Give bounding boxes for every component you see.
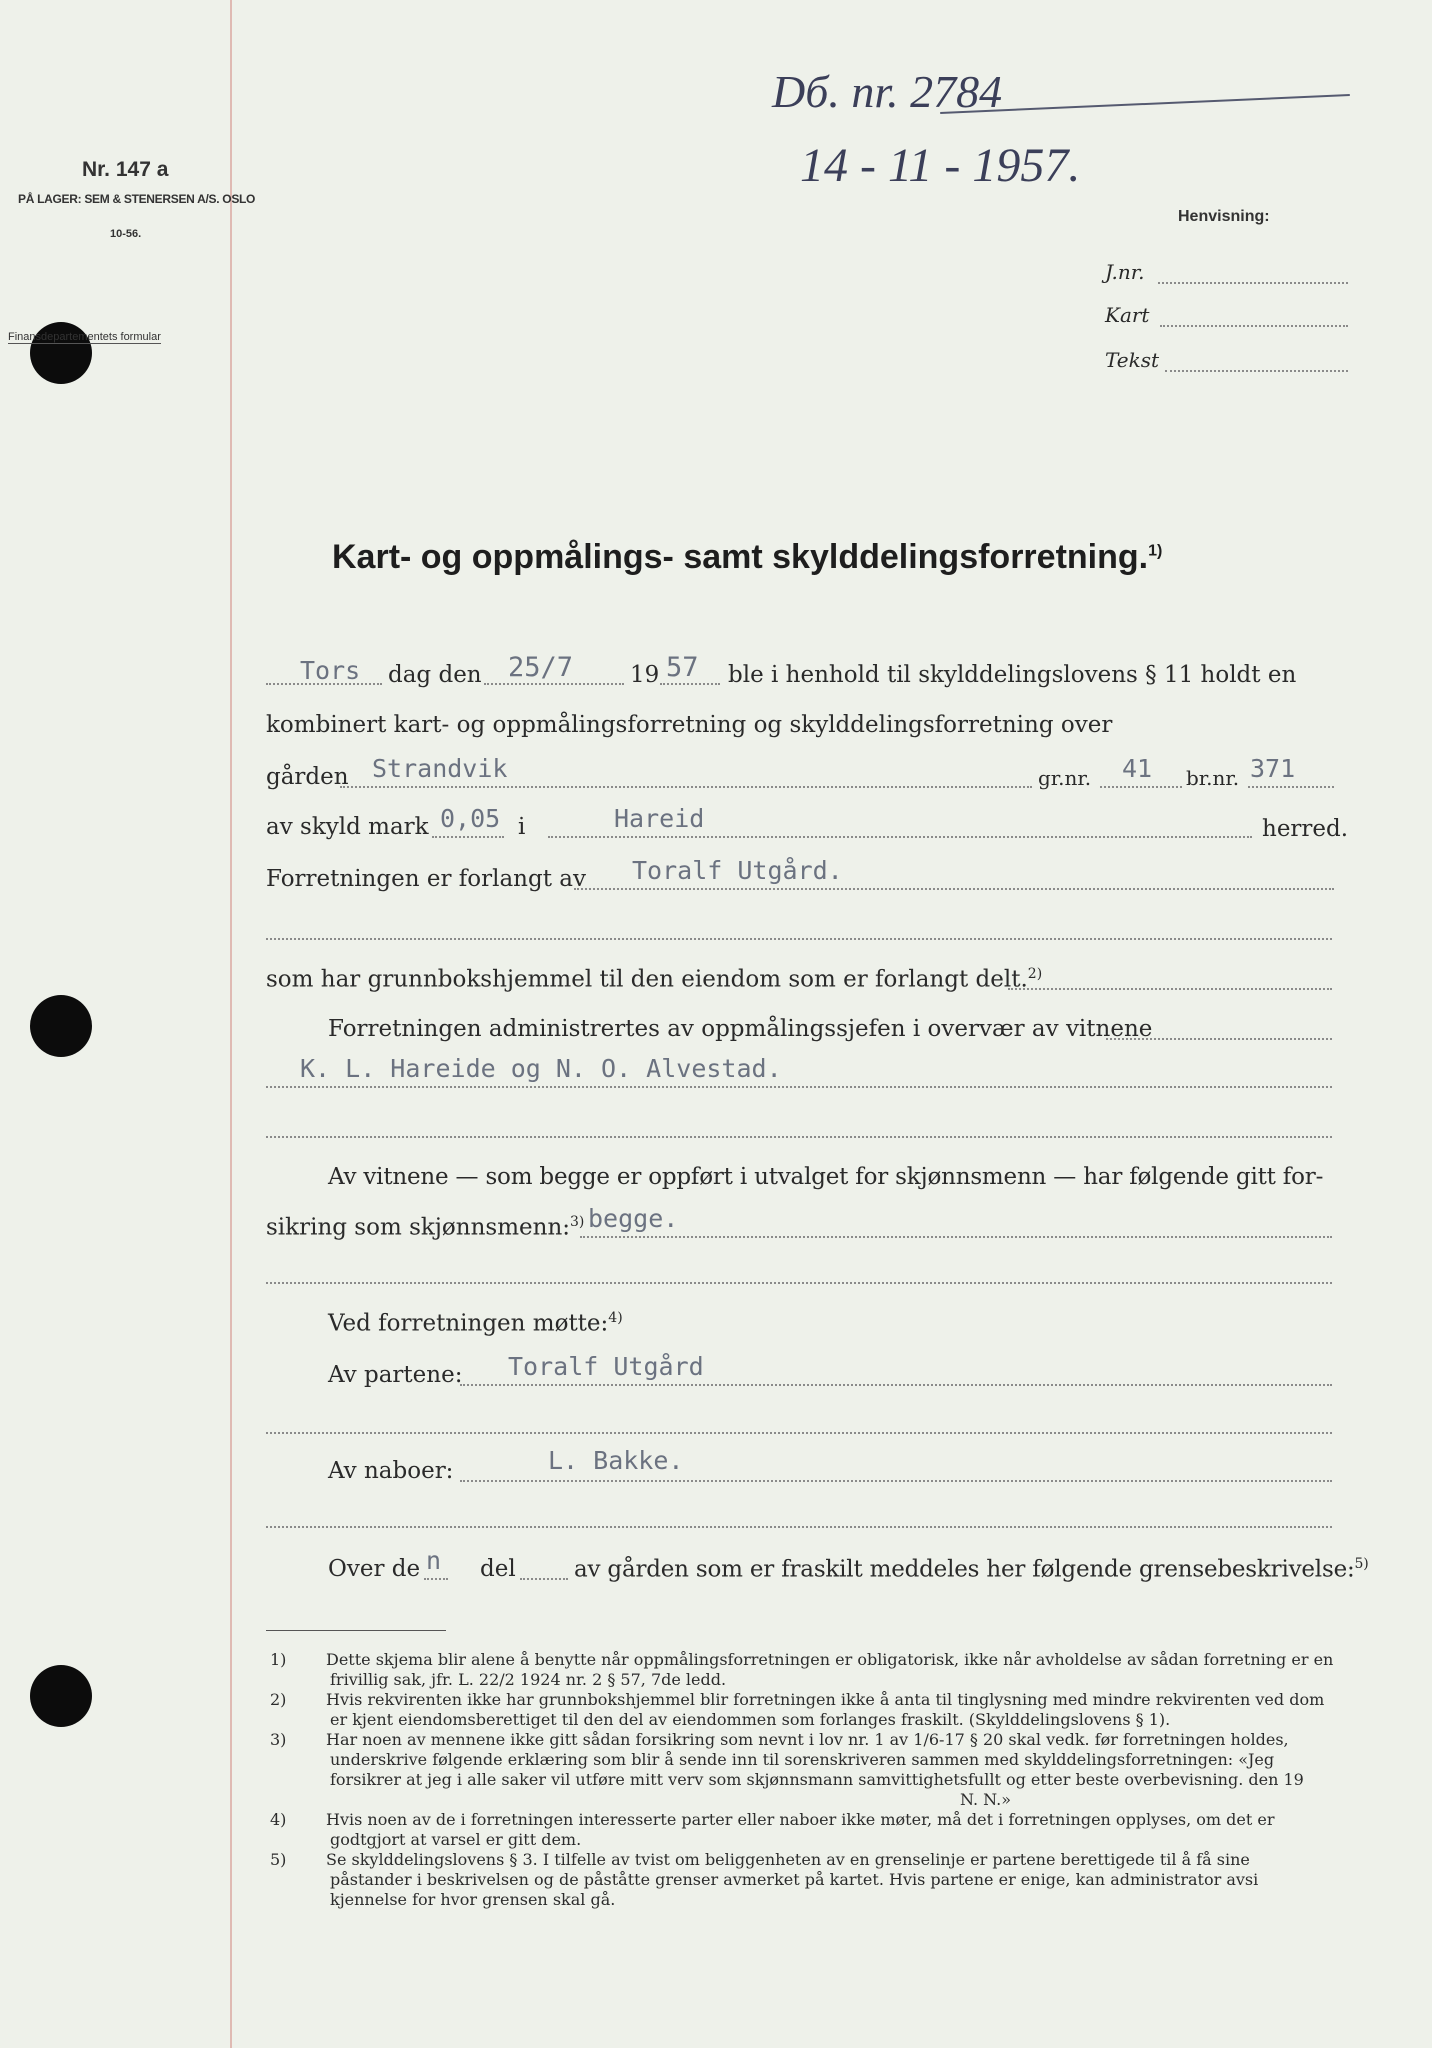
attended-label [328,1310,623,1337]
farm-value: Strandvik [372,754,508,783]
footnote-text: Dette skjema blir alene å benytte når oppmålingsforretningen er obligatorisk, ikke når avholdelse av sådan forretning er en frivillig sak, jfr. L. 22/2 1924 nr. 2 § 57, 7de ledd. [326,1650,1334,1689]
assurance-line [580,1236,1332,1238]
grnr-label: gr.nr. [1038,766,1092,790]
printer-line: PÅ LAGER: SEM & STENERSEN A/S. OSLO [18,192,256,206]
footnote-number: 5) [270,1850,287,1869]
footnote-3-signature [300,1790,1336,1810]
footnote-text: Hvis noen av de i forretningen interesserte parter eller naboer ikke møter, må det i forretningen opplyses, om det er godtgjort at varsel er gitt dem. [326,1810,1275,1849]
handwritten-date: 14 - 11 - 1957. [800,139,1081,192]
footnote-4 [270,1810,1336,1850]
form-number: Nr. 147 a [82,158,169,181]
row9-text: Av vitnene — som begge er oppført i utvalget for skjønnsmenn — har følgende gitt for- [328,1164,1324,1190]
reference-heading: Henvisning: [1178,208,1270,225]
skyld-value: 0,05 [440,804,501,833]
blank-line [266,1526,1332,1528]
over-label: Over de [328,1556,421,1582]
part-suffix-line [424,1578,448,1580]
row6-label: som har grunnbokshjemmel til den eiendom som er forlangt delt. [266,966,1028,993]
assurance-footnote-ref: 3) [570,1214,585,1230]
skyld-label: av skyld mark [266,814,429,840]
district-value: Hareid [614,804,705,833]
row6-line [1008,988,1332,990]
brnr-value: 371 [1250,754,1296,783]
assurance-text: sikring som skjønnsmenn: [266,1214,571,1241]
tekst-line [1165,370,1348,372]
neighbours-label: Av naboer: [328,1458,454,1484]
neighbours-value: L. Bakke. [548,1446,684,1475]
herred-label: herred. [1262,816,1349,842]
footnote-2 [270,1690,1336,1730]
attended-footnote-ref: 4) [608,1310,623,1326]
footnote-text: Har noen av mennene ikke gitt sådan forsikring som nevnt i lov nr. 1 av 1/6-17 § 20 skal vedk. før forretningen holdes, underskrive følgende erklæring som blir å sende inn til sorenskriveren sammen med skylddelingsforretningen: «Jeg forsikrer at jeg i alle saker vil utføre mitt verv som skjønnsmann samvittighetsfullt og etter beste overbevisning. den 19 [326,1730,1304,1789]
footnote-text: N. N.» [960,1790,1011,1809]
district-line [548,836,1252,838]
footnote-number: 2) [270,1690,287,1709]
weekday-value: Tors [300,656,361,685]
date-value: 25/7 [508,652,574,683]
weekday-label: dag den [388,662,482,688]
footnote-text: Se skylddelingslovens § 3. I tilfelle av tvist om beliggenheten av en grenselinje er partene berettigede til å få sine påstander i beskrivelsen og de påståtte grenser avmerket på kartet. Hvis partene er enige, kan administrator avsi kjennelse for hvor grensen skal gå. [326,1850,1259,1909]
row14-rest: av gården som er fraskilt meddeles her følgende grensebeskrivelse: [574,1556,1355,1583]
attended-text: Ved forretningen møtte: [328,1310,609,1337]
i-label: i [518,814,526,840]
row7-text: Forretningen administrertes av oppmålingssjefen i overvær av vitnene [328,1016,1153,1042]
jnr-label: J.nr. [1105,260,1145,284]
footnote-number: 4) [270,1810,287,1829]
brnr-label: br.nr. [1186,766,1240,790]
grnr-value: 41 [1122,754,1153,783]
handwritten-doc-number: Dб. nr. 2784 [772,66,1003,117]
blank-line [266,1432,1332,1434]
row6-footnote-ref: 2) [1027,966,1043,982]
farm-label: gården [266,764,349,790]
footnote-text: Hvis rekvirenten ikke har grunnbokshjemmel blir forretningen ikke å anta til tinglysning med mindre rekvirenten ved dom er kjent eiendomsberettiget til den del av eiendommen som forlanges fraskilt. (Skylddelingslovens § 1). [326,1690,1325,1729]
row1-text: ble i henhold til skylddelingslovens § 11 holdt en [728,662,1297,688]
punch-hole [30,1665,92,1727]
footnote-number: 3) [270,1730,287,1749]
row2-text: kombinert kart- og oppmålingsforretning og skylddelingsforretning over [266,712,1113,738]
year-line [660,683,720,685]
title-text: Kart- og oppmålings- samt skylddelingsforretning. [332,538,1149,576]
requested-by-value: Toralf Utgård. [632,856,843,885]
row14-footnote-ref: 5) [1354,1556,1369,1572]
date-line [484,683,624,685]
footnote-1 [270,1650,1336,1690]
farm-line [340,786,1032,788]
footnote-3 [270,1730,1336,1790]
footnote-number: 1) [270,1650,287,1669]
row7-line [1106,1038,1332,1040]
tekst-label: Tekst [1105,348,1160,372]
weekday-line [266,683,382,685]
year-prefix: 19 [630,662,660,688]
title-footnote-ref: 1) [1148,542,1163,560]
witnesses-value: K. L. Hareide og N. O. Alvestad. [300,1054,782,1083]
del-line [520,1578,568,1580]
form-date-code: 10-56. [110,228,142,240]
year-value: 57 [666,652,699,683]
requested-by-line [574,888,1334,890]
parties-label: Av partene: [328,1362,463,1388]
footnote-separator [266,1630,446,1631]
brnr-line [1248,786,1334,788]
blank-line [266,1136,1332,1138]
blank-line [266,938,1332,940]
assurance-label [266,1214,584,1241]
row14-text [574,1556,1369,1583]
neighbours-line [460,1480,1332,1482]
footnote-5 [270,1850,1336,1910]
row6-text [266,966,1042,993]
blank-line [266,1282,1332,1284]
footnotes [270,1650,1336,1910]
parties-line [460,1384,1332,1386]
del-label: del [480,1556,516,1582]
page-title [332,538,1162,577]
grnr-line [1100,786,1182,788]
kart-line [1160,325,1348,327]
kart-label: Kart [1105,303,1150,327]
assurance-value: begge. [588,1204,679,1233]
parties-value: Toralf Utgård [508,1352,704,1381]
department-label: Finansdepartementets formular [8,331,161,343]
margin-line [230,0,232,2048]
skyld-line [432,836,504,838]
witnesses-line [266,1086,1332,1088]
part-suffix-value: n [426,1546,442,1575]
punch-hole [30,995,92,1057]
requested-by-label: Forretningen er forlangt av [266,866,586,892]
jnr-line [1158,282,1348,284]
